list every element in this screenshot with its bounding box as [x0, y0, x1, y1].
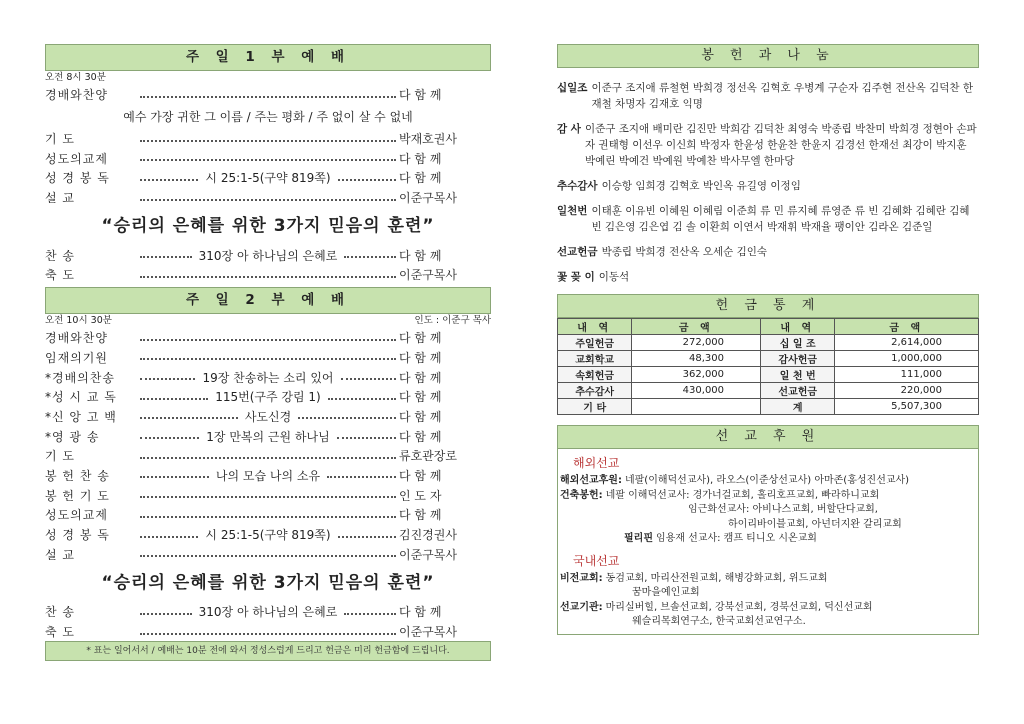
- leader-dots: [140, 96, 396, 98]
- finance-header: 내 역: [558, 319, 632, 335]
- mission-row: [558, 532, 978, 547]
- offering-label: 십일조: [557, 82, 588, 94]
- offering-label: 일천번: [557, 205, 588, 217]
- leader-dots: [140, 378, 195, 380]
- order-person: 이준구목사: [399, 547, 457, 562]
- mission-text: 임근화선교사: 아비나스교회, 버할단다교회,: [688, 504, 878, 515]
- finance-row: [558, 335, 979, 351]
- order-detail: 19장 찬송하는 소리 있어: [202, 370, 334, 385]
- offering-names: 이동석: [598, 271, 630, 283]
- leader-dots: [344, 256, 396, 258]
- offering-label: 선교헌금: [557, 246, 598, 258]
- service2-time: 오전 10시 30분: [45, 314, 112, 326]
- order-label: *경배의찬송: [45, 370, 115, 385]
- overseas-list: [558, 474, 978, 547]
- service1-order-c: [45, 245, 491, 284]
- service1-hymn-line: 예수 가장 귀한 그 이름 / 주는 평화 / 주 없이 살 수 없네: [123, 109, 413, 124]
- order-label: 축 도: [45, 625, 75, 640]
- service2-order-a: [45, 328, 491, 564]
- order-label: 설 교: [45, 547, 75, 562]
- leader-dots: [140, 276, 396, 278]
- leader-dots: [140, 476, 209, 478]
- mission-row: [558, 615, 978, 630]
- leader-dots: [338, 536, 396, 538]
- order-person: 다 함 께: [399, 370, 442, 385]
- leader-dots: [140, 398, 208, 400]
- order-detail: 310장 아 하나님의 은혜로: [198, 605, 338, 620]
- missions-title: 선 교 후 원: [558, 426, 978, 449]
- finance-row: [558, 399, 979, 415]
- service2-sermon-title: “승리의 은혜를 위한 3가지 믿음의 훈련”: [101, 573, 435, 594]
- order-label: 경배와찬양: [45, 331, 108, 346]
- service-note: * 표는 일어서서 / 예배는 10분 전에 와서 정성스럽게 드리고 헌금은 미리 헌금함에 드립니다.: [45, 641, 491, 661]
- offering-section: [557, 80, 979, 112]
- mission-row: [558, 601, 978, 616]
- domestic-list: [558, 572, 978, 634]
- leader-dots: [140, 140, 396, 142]
- order-label: *영 광 송: [45, 429, 100, 444]
- order-person: 다 함 께: [399, 248, 442, 263]
- mission-label: 필리핀: [624, 533, 653, 544]
- leader-dots: [337, 437, 396, 439]
- service1-sermon-title: “승리의 은혜를 위한 3가지 믿음의 훈련”: [101, 216, 435, 237]
- mission-label: 비전교회:: [560, 572, 603, 584]
- leader-dots: [140, 536, 198, 538]
- order-label: *성 시 교 독: [45, 390, 117, 405]
- order-row: [45, 245, 491, 265]
- order-row: [45, 466, 491, 486]
- finance-cell: 추수감사: [558, 383, 632, 399]
- order-detail: 시 25:1-5(구약 819쪽): [205, 171, 331, 186]
- finance-cell: 주일헌금: [558, 335, 632, 351]
- offering-label: 꽃 꽂 이: [557, 271, 595, 283]
- finance-cell: 430,000: [632, 383, 761, 399]
- offering-section: [557, 269, 979, 285]
- finance-cell: 속회헌금: [558, 367, 632, 383]
- order-detail: 사도신경: [244, 409, 292, 424]
- finance-cell: 5,507,300: [835, 399, 979, 415]
- offering-section: [557, 178, 979, 194]
- order-person: 다 함 께: [399, 331, 442, 346]
- order-person: 김진경권사: [399, 528, 457, 543]
- order-label: 성 경 봉 독: [45, 528, 110, 543]
- order-row: [45, 622, 491, 642]
- leader-dots: [140, 339, 396, 341]
- service2-order-c: [45, 602, 491, 641]
- order-label: 성도의교제: [45, 151, 108, 166]
- order-label: 찬 송: [45, 248, 75, 263]
- leader-dots: [327, 476, 396, 478]
- order-detail: 115번(구주 강림 1): [215, 390, 321, 405]
- order-row: [45, 148, 491, 168]
- leader-dots: [298, 417, 396, 419]
- order-label: 찬 송: [45, 605, 75, 620]
- leader-dots: [328, 398, 396, 400]
- order-row: [45, 485, 491, 505]
- leader-dots: [140, 256, 192, 258]
- order-person: 다 함 께: [399, 508, 442, 523]
- finance-cell: [632, 399, 761, 415]
- finance-cell: 기 타: [558, 399, 632, 415]
- order-row: [45, 407, 491, 427]
- service1-order-b: [45, 129, 491, 208]
- order-row: [45, 544, 491, 564]
- order-label: 경배와찬양: [45, 88, 108, 103]
- offering-section: [557, 203, 979, 235]
- finance-cell: 감사헌금: [761, 351, 835, 367]
- mission-row: [558, 572, 978, 587]
- mission-label: 해외선교후원:: [560, 475, 622, 486]
- leader-dots: [140, 496, 396, 498]
- order-person: 박재호권사: [399, 132, 457, 147]
- finance-header: 금 액: [632, 319, 761, 335]
- order-person: 다 함 께: [399, 88, 442, 103]
- order-label: 기 도: [45, 449, 75, 464]
- offering-names: 이태훈 이유빈 이혜원 이혜림 이준희 류 민 류지혜 류영준 류 빈 김혜화 김혜란 김혜빈 김은영 김은엽 김 솔 이환희 이연서 박재휘 박재율 팽이안 김라온 김준일: [591, 205, 970, 233]
- mission-text: 네팔(이해덕선교사), 라오스(이준상선교사) 아마존(홍성진선교사): [624, 475, 910, 486]
- offering-names: 이준구 조지애 류철현 박희경 정선옥 김혁호 우병계 구순자 김주현 전산옥 김덕찬 한재철 차명자 김재호 익명: [591, 82, 974, 110]
- leader-dots: [140, 179, 198, 181]
- order-row: [45, 446, 491, 466]
- order-row: [45, 348, 491, 368]
- finance-row: [558, 351, 979, 367]
- order-person: 인 도 자: [399, 488, 442, 503]
- order-label: 설 교: [45, 191, 75, 206]
- mission-text: 웨슬리목회연구소, 한국교회선교연구소.: [632, 616, 806, 627]
- leader-dots: [140, 437, 199, 439]
- order-label: 성도의교제: [45, 508, 108, 523]
- order-person: 다 함 께: [399, 429, 442, 444]
- leader-dots: [338, 179, 396, 181]
- order-row: [45, 367, 491, 387]
- order-person: 다 함 께: [399, 390, 442, 405]
- leader-dots: [140, 358, 396, 360]
- service1-time: 오전 8시 30분: [45, 72, 106, 83]
- order-row: [45, 505, 491, 525]
- mission-row: [558, 489, 978, 504]
- leader-dots: [140, 159, 396, 161]
- service1-time-row: [45, 71, 491, 85]
- mission-row: [558, 518, 978, 533]
- mission-row: [558, 474, 978, 489]
- order-row: [45, 328, 491, 348]
- finance-cell: 교회학교: [558, 351, 632, 367]
- offering-list: [557, 80, 979, 285]
- mission-row: [558, 503, 978, 518]
- finance-header-row: [558, 319, 979, 335]
- offering-label: 감 사: [557, 123, 581, 135]
- order-row: [45, 426, 491, 446]
- order-detail: 나의 모습 나의 소유: [215, 468, 321, 483]
- service2-leader: 인도 : 이준구 목사: [414, 314, 491, 326]
- service1-title: 주 일 1 부 예 배: [45, 44, 491, 71]
- finance-cell: 48,300: [632, 351, 761, 367]
- leader-dots: [140, 417, 238, 419]
- mission-text: 동검교회, 마리산전원교회, 해병강화교회, 위드교회: [605, 572, 828, 584]
- finance-cell: 선교헌금: [761, 383, 835, 399]
- finance-cell: 111,000: [835, 367, 979, 383]
- mission-row: [558, 586, 978, 601]
- offering-names: 이준구 조지애 배미란 김진만 박희감 김덕찬 최영숙 박종립 박찬미 박희경 정현아 손파자 권태형 이선우 이신희 박정자 한윤성 한윤찬 한윤지 김경선 한재선 최강이 박지훈 박예린 박예건 박예원 박예찬 박사무엘 한마당: [584, 123, 977, 167]
- order-person: 다 함 께: [399, 468, 442, 483]
- leader-dots: [344, 613, 396, 615]
- finance-cell: 1,000,000: [835, 351, 979, 367]
- leader-dots: [140, 516, 396, 518]
- service2-title: 주 일 2 부 예 배: [45, 287, 491, 314]
- order-label: 축 도: [45, 268, 75, 283]
- order-detail: 1장 만복의 근원 하나님: [206, 429, 330, 444]
- service1-order-a: [45, 85, 491, 105]
- finance-header: 금 액: [835, 319, 979, 335]
- offering-title: 봉 헌 과 나 눔: [557, 44, 979, 68]
- service2-time-row: [45, 314, 491, 328]
- leader-dots: [140, 613, 192, 615]
- finance-header: 내 역: [761, 319, 835, 335]
- order-row: [45, 85, 491, 105]
- finance-row: [558, 367, 979, 383]
- offering-section: [557, 121, 979, 169]
- order-person: 다 함 께: [399, 409, 442, 424]
- leader-dots: [341, 378, 396, 380]
- order-label: 봉 헌 기 도: [45, 488, 110, 503]
- mission-label: 건축봉헌:: [560, 489, 603, 501]
- order-detail: 310장 아 하나님의 은혜로: [198, 248, 338, 263]
- finance-cell: 2,614,000: [835, 335, 979, 351]
- finance-cell: 362,000: [632, 367, 761, 383]
- order-person: 다 함 께: [399, 605, 442, 620]
- mission-label: 선교기관:: [560, 601, 603, 613]
- order-label: 성 경 봉 독: [45, 171, 110, 186]
- finance-table: [557, 318, 979, 415]
- order-person: 류호관장로: [399, 449, 457, 464]
- leader-dots: [140, 633, 396, 635]
- finance-cell: 220,000: [835, 383, 979, 399]
- missions-box: [557, 425, 979, 635]
- order-row: [45, 387, 491, 407]
- domestic-heading: 국내선교: [573, 553, 620, 568]
- leader-dots: [140, 457, 396, 459]
- finance-row: [558, 383, 979, 399]
- right-column: [557, 44, 979, 635]
- mission-text: 마리실버힐, 브솔선교회, 강북선교회, 경북선교회, 덕신선교회: [605, 601, 873, 613]
- order-row: [45, 265, 491, 285]
- order-label: 봉 헌 찬 송: [45, 468, 110, 483]
- finance-cell: 272,000: [632, 335, 761, 351]
- order-row: [45, 129, 491, 149]
- finance-cell: 일 천 번: [761, 367, 835, 383]
- leader-dots: [140, 199, 396, 201]
- offering-section: [557, 244, 979, 260]
- leader-dots: [140, 555, 396, 557]
- left-column: [45, 44, 491, 661]
- order-label: *신 앙 고 백: [45, 409, 117, 424]
- order-row: [45, 602, 491, 622]
- order-person: 다 함 께: [399, 350, 442, 365]
- order-person: 이준구목사: [399, 191, 457, 206]
- order-row: [45, 188, 491, 208]
- overseas-heading: 해외선교: [573, 456, 620, 470]
- mission-text: 임용재 선교사: 캠프 티니오 시온교회: [655, 533, 817, 544]
- order-person: 다 함 께: [399, 151, 442, 166]
- order-label: 임재의기원: [45, 350, 108, 365]
- mission-text: 네팔 이해덕선교사: 경가너걸교회, 홀리호프교회, 빠라하니교회: [605, 489, 880, 501]
- order-label: 기 도: [45, 132, 75, 147]
- offering-names: 박종립 박희경 전산옥 오세순 김인숙: [601, 246, 768, 258]
- order-row: [45, 168, 491, 188]
- mission-text: 꿈마을예인교회: [632, 587, 700, 598]
- order-row: [45, 525, 491, 545]
- offering-label: 추수감사: [557, 180, 598, 192]
- finance-title: 헌 금 통 계: [557, 294, 979, 318]
- offering-names: 이승항 임희경 김혁호 박인옥 유길영 이정임: [601, 180, 801, 192]
- order-person: 다 함 께: [399, 171, 442, 186]
- order-person: 이준구목사: [399, 625, 457, 640]
- mission-text: 하이리바이블교회, 아넌더지완 갈리교회: [728, 518, 902, 530]
- finance-cell: 십 일 조: [761, 335, 835, 351]
- order-person: 이준구목사: [399, 268, 457, 283]
- order-detail: 시 25:1-5(구약 819쪽): [205, 528, 331, 543]
- finance-cell: 계: [761, 399, 835, 415]
